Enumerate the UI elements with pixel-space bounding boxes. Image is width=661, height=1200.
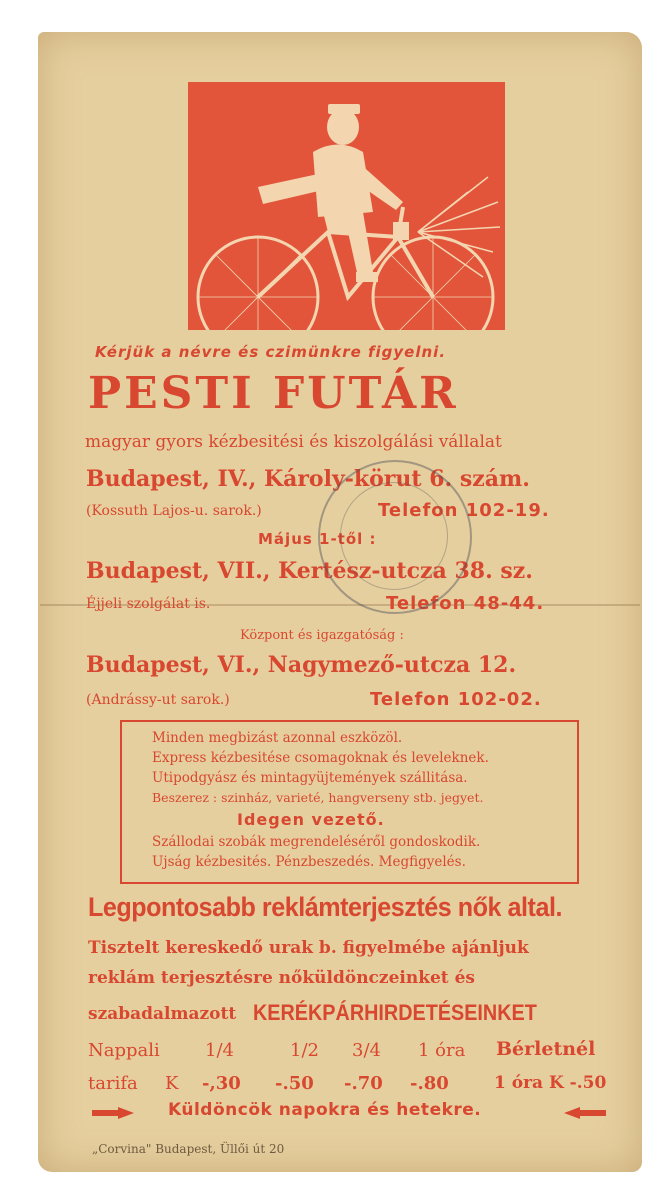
postmark-stamp <box>318 460 472 614</box>
address-2: Budapest, VII., Kertész-utcza 38. sz. <box>86 558 533 584</box>
tariff-fraction: 1 óra <box>418 1040 466 1061</box>
address-3: Budapest, VI., Nagymező-utcza 12. <box>86 652 517 678</box>
address-3-note: (Andrássy-ut sarok.) <box>86 692 230 708</box>
tariff-label-1: Nappali <box>88 1040 160 1061</box>
service-line: Beszerez : szinház, varieté, hangverseny stb. jegyet. <box>152 790 484 805</box>
body-line-2: reklám terjesztésre nőküldönczeinket és <box>88 968 475 988</box>
tariff-fraction: 3/4 <box>352 1040 381 1061</box>
service-line-guide: Idegen vezető. <box>237 810 385 829</box>
company-title: PESTI FUTÁR <box>88 368 459 419</box>
address-3-phone: Telefon 102-02. <box>370 689 542 710</box>
service-line: Minden megbizást azonnal eszközöl. <box>152 730 403 746</box>
tariff-price: -.80 <box>410 1073 449 1094</box>
printer-credit: „Corvina" Budapest, Üllői út 20 <box>92 1142 285 1156</box>
cyclist-illustration <box>188 82 505 330</box>
pointing-hand-right-icon <box>90 1104 138 1124</box>
address-2-phone: Telefon 48-44. <box>386 593 545 614</box>
service-line: Szállodai szobák megrendeléséről gondoskodik. <box>152 834 481 850</box>
tariff-price: -,30 <box>202 1073 241 1094</box>
service-line: Utipodgyász és mintagyüjtemények szállitása. <box>152 770 468 786</box>
tariff-pass-price: 1 óra K -.50 <box>494 1073 607 1093</box>
body-line-3-highlight: KERÉKPÁRHIRDETÉSEINKET <box>253 1000 537 1025</box>
pointing-hand-left-icon <box>560 1104 608 1124</box>
tariff-fraction: 1/4 <box>205 1040 234 1061</box>
services-box <box>120 720 579 884</box>
tariff-label-2: tarifa <box>88 1073 138 1094</box>
service-line: Ujság kézbesités. Pénzbeszedés. Megfigyelés. <box>152 854 466 870</box>
from-may-label: Május 1-től : <box>258 530 377 548</box>
body-line-1: Tisztelt kereskedő urak b. figyelmébe ajánljuk <box>88 938 529 958</box>
banner-text: Kérjük a névre és czimünkre figyelni. <box>95 343 447 361</box>
headquarters-label: Központ és igazgatóság : <box>240 628 404 643</box>
tariff-pass-label: Bérletnél <box>496 1038 596 1060</box>
address-1-phone: Telefon 102-19. <box>378 500 550 521</box>
address-1-note: (Kossuth Lajos-u. sarok.) <box>86 503 262 519</box>
tariff-price: -.50 <box>275 1073 314 1094</box>
couriers-line: Küldöncök napokra és hetekre. <box>168 1100 482 1120</box>
tariff-fraction: 1/2 <box>290 1040 319 1061</box>
service-line: Express kézbesitése csomagoknak és leveleknek. <box>152 750 489 766</box>
advertising-heading: Legpontosabb reklámterjesztés nők altal. <box>88 892 562 922</box>
tariff-price: -.70 <box>344 1073 383 1094</box>
body-line-3-prefix: szabadalmazott <box>88 1004 237 1024</box>
address-2-note: Éjjeli szolgálat is. <box>86 596 211 612</box>
company-subtitle: magyar gyors kézbesitési és kiszolgálási vállalat <box>85 432 502 452</box>
tariff-currency: K <box>165 1073 179 1094</box>
address-1: Budapest, IV., Károly-körut 6. szám. <box>86 466 530 492</box>
